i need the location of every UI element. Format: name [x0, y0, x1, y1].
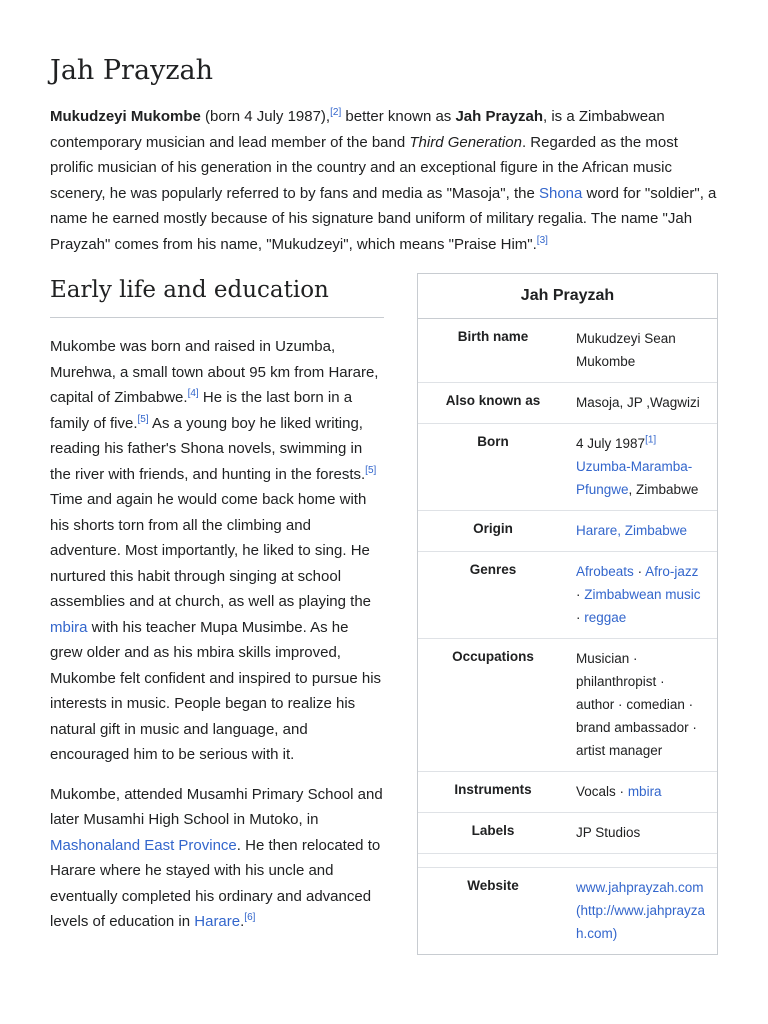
- infobox-title: Jah Prayzah: [418, 274, 717, 319]
- lead-text: word for "soldier", a name he earned mostly because of his signature band uniform of military regalia. The name "Jah Prayzah" comes from his name, "Mukudzeyi", which means "Praise Him".: [50, 184, 717, 253]
- citation-6-link[interactable]: [6]: [244, 912, 256, 923]
- harare-link[interactable]: Harare: [194, 913, 241, 930]
- genre-link-afro-jazz[interactable]: Afro-jazz: [645, 564, 699, 579]
- infobox-label: Occupations: [452, 649, 534, 664]
- instrument-item: Vocals: [576, 784, 616, 799]
- infobox-row-instruments: [418, 772, 717, 813]
- citation-4[interactable]: [188, 388, 199, 399]
- body-text: Mukombe was born and raised in Uzumba, Murehwa, a small town about 95 km from Harare, capital of Zimbabwe.: [50, 338, 379, 406]
- lead-text: , is a Zimbabwean contemporary musician and lead member of the band: [50, 108, 665, 151]
- mbira-link[interactable]: mbira: [50, 618, 88, 636]
- infobox-value: [568, 647, 707, 762]
- citation-6[interactable]: [244, 912, 255, 923]
- body-text: with his teacher Mupa Musimbe. As he grew older and as his mbira skills improved, Mukombe felt confident and inspired to pursue his interests in music. People began to realize his natural gift in music and language, and encouraged him to be serious with it.: [50, 618, 382, 763]
- infobox-label: Instruments: [454, 782, 532, 797]
- citation-5[interactable]: [365, 465, 376, 476]
- infobox-row-origin: [418, 511, 717, 552]
- infobox-label: Also known as: [445, 393, 541, 408]
- separator: ·: [688, 697, 694, 712]
- occupation-item: author: [576, 697, 615, 712]
- lead-text: . Regarded as the most prolific musician of his generation in the country and an exceptional figure in the African music scenery, he was popularly referred to by fans and media as "Masoja", the: [50, 133, 678, 202]
- origin-link[interactable]: Harare, Zimbabwe: [576, 523, 688, 538]
- infobox-row-occupations: [418, 639, 717, 772]
- instrument-link-mbira[interactable]: mbira: [627, 784, 662, 799]
- early-life-paragraph: [50, 334, 384, 768]
- citation-1-link[interactable]: [1]: [645, 434, 657, 446]
- separator: ·: [576, 610, 581, 625]
- infobox-label: Website: [467, 878, 519, 893]
- infobox-row-labels: [418, 813, 717, 854]
- genre-link-reggae[interactable]: reggae: [584, 610, 627, 625]
- lead-text: (born 4 July 1987),: [200, 108, 331, 125]
- citation-2[interactable]: [330, 107, 341, 118]
- citation-3-link[interactable]: [3]: [536, 234, 548, 246]
- page-title: Jah Prayzah: [50, 55, 214, 86]
- infobox-value: Masoja, JP ,Wagwizi: [576, 395, 700, 410]
- birth-date: 4 July 1987: [576, 436, 646, 451]
- occupation-item: artist manager: [576, 743, 663, 758]
- separator: ·: [637, 564, 643, 579]
- infobox-row-aka: [418, 383, 717, 424]
- separator: ·: [633, 651, 638, 666]
- body-text: .: [240, 913, 245, 930]
- infobox-row-birth-name: [418, 319, 717, 383]
- body-text: Time and again he would come back home with his shorts torn from all the climbing and adventure. Most importantly, he liked to sing. He nurtured this habit through singing at school assemblies and at church, as well as playing the: [50, 491, 372, 610]
- occupation-item: Musician: [576, 651, 630, 666]
- citation-3[interactable]: [537, 235, 548, 246]
- infobox-label: Genres: [469, 562, 517, 577]
- occupation-item: comedian: [626, 697, 685, 712]
- infobox-spacer: [418, 854, 717, 868]
- infobox-value: JP Studios: [576, 825, 641, 840]
- body-text: He is the last born in a family of five.: [50, 389, 353, 432]
- separator: ·: [660, 674, 665, 689]
- infobox-row-website: [418, 868, 717, 954]
- genre-link-afrobeats[interactable]: Afrobeats: [576, 564, 634, 579]
- citation-2-link[interactable]: [2]: [330, 107, 342, 118]
- band-name: Third Generation: [409, 133, 522, 151]
- infobox-label: Birth name: [457, 329, 529, 344]
- separator: ·: [618, 697, 623, 712]
- citation-5-link[interactable]: [5]: [365, 464, 377, 476]
- infobox-value: [568, 432, 707, 501]
- education-paragraph: [50, 782, 384, 935]
- infobox-row-born: [418, 424, 717, 511]
- infobox: [417, 273, 718, 955]
- infobox-row-genres: [418, 552, 717, 639]
- infobox-value: [568, 876, 707, 945]
- infobox-value: [568, 780, 707, 803]
- section-body: [50, 334, 384, 949]
- infobox-label: Origin: [473, 521, 513, 536]
- subject-alias: Jah Prayzah: [455, 108, 544, 125]
- infobox-label: Born: [477, 434, 509, 449]
- shona-link[interactable]: Shona: [538, 184, 583, 202]
- separator: ·: [619, 784, 625, 799]
- subject-name: Mukudzeyi Mukombe: [50, 108, 201, 125]
- infobox-value: [568, 519, 707, 542]
- infobox-label: Labels: [471, 823, 515, 838]
- infobox-value: [568, 560, 707, 629]
- birth-country: , Zimbabwe: [628, 482, 699, 497]
- infobox-value: Mukudzeyi Sean Mukombe: [576, 331, 676, 369]
- occupation-item: brand ambassador: [576, 720, 689, 735]
- body-text: Mukombe, attended Musamhi Primary School and later Musamhi High School in Mutoko, in: [50, 785, 383, 828]
- citation-4-link[interactable]: [4]: [187, 388, 199, 399]
- birthplace-link[interactable]: Uzumba-Maramba-Pfungwe: [576, 459, 693, 497]
- lead-paragraph: [50, 104, 720, 257]
- body-text: As a young boy he liked writing, reading his father's Shona novels, swimming in the river with friends, and hunting in the forests.: [50, 414, 366, 483]
- mashonaland-east-link[interactable]: Mashonaland East Province: [50, 836, 237, 854]
- website-link[interactable]: www.jahprayzah.com: [576, 880, 704, 895]
- occupation-item: philanthropist: [576, 674, 657, 689]
- citation-5-link[interactable]: [5]: [137, 413, 149, 425]
- genre-link-zimbabwean-music[interactable]: Zimbabwean music: [584, 587, 701, 602]
- section-heading-early-life: Early life and education: [50, 277, 384, 318]
- separator: ·: [576, 587, 581, 602]
- citation-5[interactable]: [138, 414, 149, 425]
- separator: ·: [692, 720, 697, 735]
- website-url-text[interactable]: (http://www.jahprayzah.com): [576, 903, 706, 941]
- lead-text: better known as: [341, 108, 456, 125]
- citation-1[interactable]: [645, 435, 656, 446]
- body-text: . He then relocated to Harare where he stayed with his uncle and eventually completed his ordinary and advanced levels of education in: [50, 836, 381, 930]
